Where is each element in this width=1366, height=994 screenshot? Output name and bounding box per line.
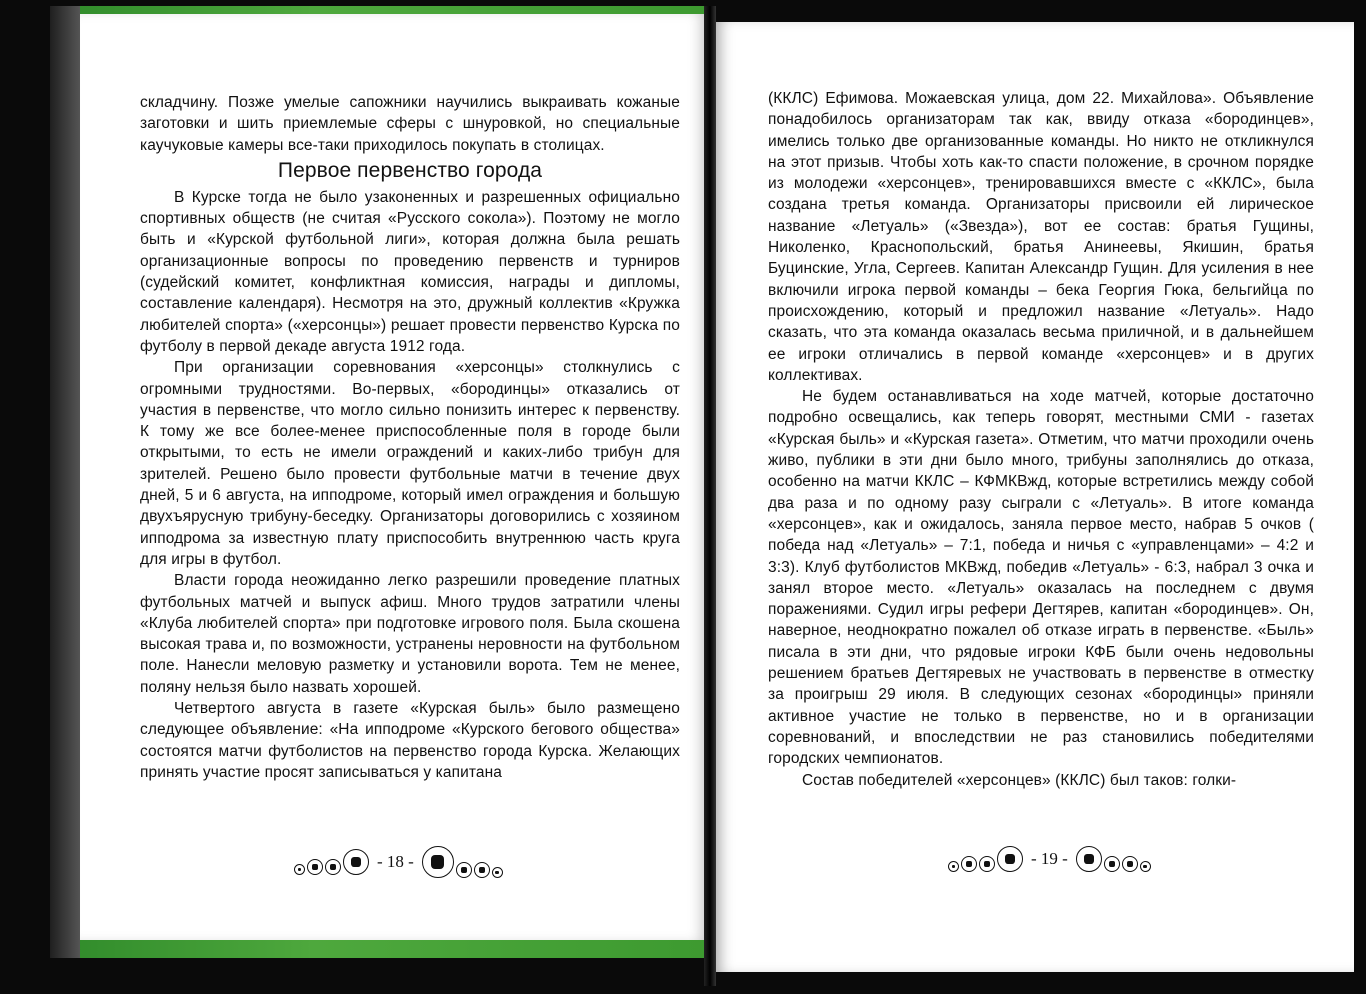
soccer-balls-icon	[1076, 846, 1151, 872]
book-spine	[704, 6, 716, 986]
paragraph: Власти города неожиданно легко разрешили проведение платных футбольных матчей и выпуск афиш. Много трудов затратили члены «Клуба любителей спорта» при подготовке игрового поля. Была скошена высокая трава и, по возможности, устранены неровности на футбольном поле. Нанесли меловую разметку и установили ворота. Тем не менее, поляну нельзя было назвать хорошей.	[140, 572, 680, 696]
paragraph: Не будем останавливаться на ходе матчей, которые достаточно подробно освещались, как теперь говорят, местными СМИ - газетах «Курская быль» и «Курская газета». Отметим, что матчи проходили очень живо, публики в эти дни было много, трибуны заполнялись до отказа, особенно на матчи ККЛС – КФМКВжд, которые встретились между собой два раза и по одному разу сыграли с «Летуаль». В итоге команда «херсонцев», как и ожидалось, заняла первое место, набрав 5 очков ( победа над «Летуаль» – 7:1, победа и ничья с «управленцами» – 4:2 и 3:3). Клуб футболистов МКВжд, победив «Летуаль» - 6:3, набрал 3 очка и занял второе место. «Летуаль» оказалась на последнем с двумя поражениями. Судил игры рефери Дегтярев, капитан «бородинцев». Он, наверное, неоднократно пожалел об отказе играть в первенстве. «Быль» писала в эти дни, что рядовые игроки КФБ были очень недовольны решением братьев Дегтяревых не участвовать в первенстве в отместку за проигрыш 29 июля. В следующих сезонах «бородинцы» приняли активное участие не только в первенстве, но и в организации соревнований, и впоследствии не раз становились победителями городских чемпионатов.	[768, 388, 1314, 768]
left-page	[80, 14, 704, 940]
right-page-text	[768, 88, 1314, 791]
paragraph: Четвертого августа в газете «Курская быль» было размещено следующее объявление: «На ипподроме «Курского бегового общества» состоятся матчи футболистов на первенство города Курска. Желающих принять участие просят записываться у капитана	[140, 700, 680, 781]
paragraph: При организации соревнования «херсонцы» столкнулись с огромными трудностями. Во-первых, «бородинцы» отказались от участия в первенстве, что могло сильно понизить интерес к первенству. К тому же все более-менее приспособленные поля в городе были открытыми, то есть не имели ограждений и каких-либо трибун для зрителей. Решено было провести футбольные матчи в течение двух дней, 5 и 6 августа, на ипподроме, который имел ограждения и большую двухъярусную трибуну-беседку. Организаторы договорились с хозяином ипподрома за известную плату приспособить внутреннюю часть круга для игры в футбол.	[140, 359, 680, 568]
page-footer	[948, 846, 1151, 872]
section-heading: Первое первенство города	[277, 158, 543, 182]
soccer-balls-icon	[294, 849, 369, 875]
page-number: - 18 -	[377, 852, 414, 871]
page-number: - 19 -	[1031, 849, 1068, 868]
soccer-balls-icon	[948, 846, 1023, 872]
left-page-text	[140, 92, 680, 783]
soccer-balls-icon	[422, 846, 503, 878]
paragraph: складчину. Позже умелые сапожники научились выкраивать кожаные заготовки и шить приемлемые сферы с шнуровкой, но специальные каучуковые камеры все-таки приходилось покупать в столицах.	[140, 94, 680, 154]
paragraph: В Курске тогда не было узаконенных и разрешенных официально спортивных обществ (не считая «Русского сокола»). Поэтому не могло быть и «Курской футбольной лиги», которая должна была решать организационные вопросы по проведению первенств и турниров (судейский комитет, конфликтная комиссия, награды и дипломы, составление календаря). Несмотря на это, дружный коллектив «Кружка любителей спорта» («херсонцы») решает провести первенство Курска по футболу в первой декаде августа 1912 года.	[140, 188, 680, 355]
right-page	[716, 22, 1354, 972]
page-footer	[294, 846, 503, 878]
cover-edge	[50, 6, 80, 958]
paragraph: (ККЛС) Ефимова. Можаевская улица, дом 22. Михайлова». Объявление понадобилось организаторам так как, ввиду отказа «бородинцев», имелись только две организованные команды. Но никто не откликнулся на этот призыв. Чтобы хоть как-то спасти положение, в срочном порядке из молодежи «херсонцев», тренировавшихся вместе с «ККЛС», была создана третья команда. Организаторы присвоили ей лирическое название «Летуаль» («Звезда»), вот ее состав: братья Гущины, Николенко, Краснопольский, братья Анинеевы, Якишин, братья Буцинские, Угла, Сергеев. Капитан Александр Гущин. Для усиления в нее включили игрока первой команды – бека Георгия Гюка, бельгийца по происхождению, который и предложил название «Летуаль». Надо сказать, что эта команда оказалась весьма приличной, и в дальнейшем ее игроки отличались в первой команде «херсонцев» и в других коллективах.	[768, 90, 1314, 384]
paragraph: Состав победителей «херсонцев» (ККЛС) был таков: голки-	[802, 771, 1237, 789]
